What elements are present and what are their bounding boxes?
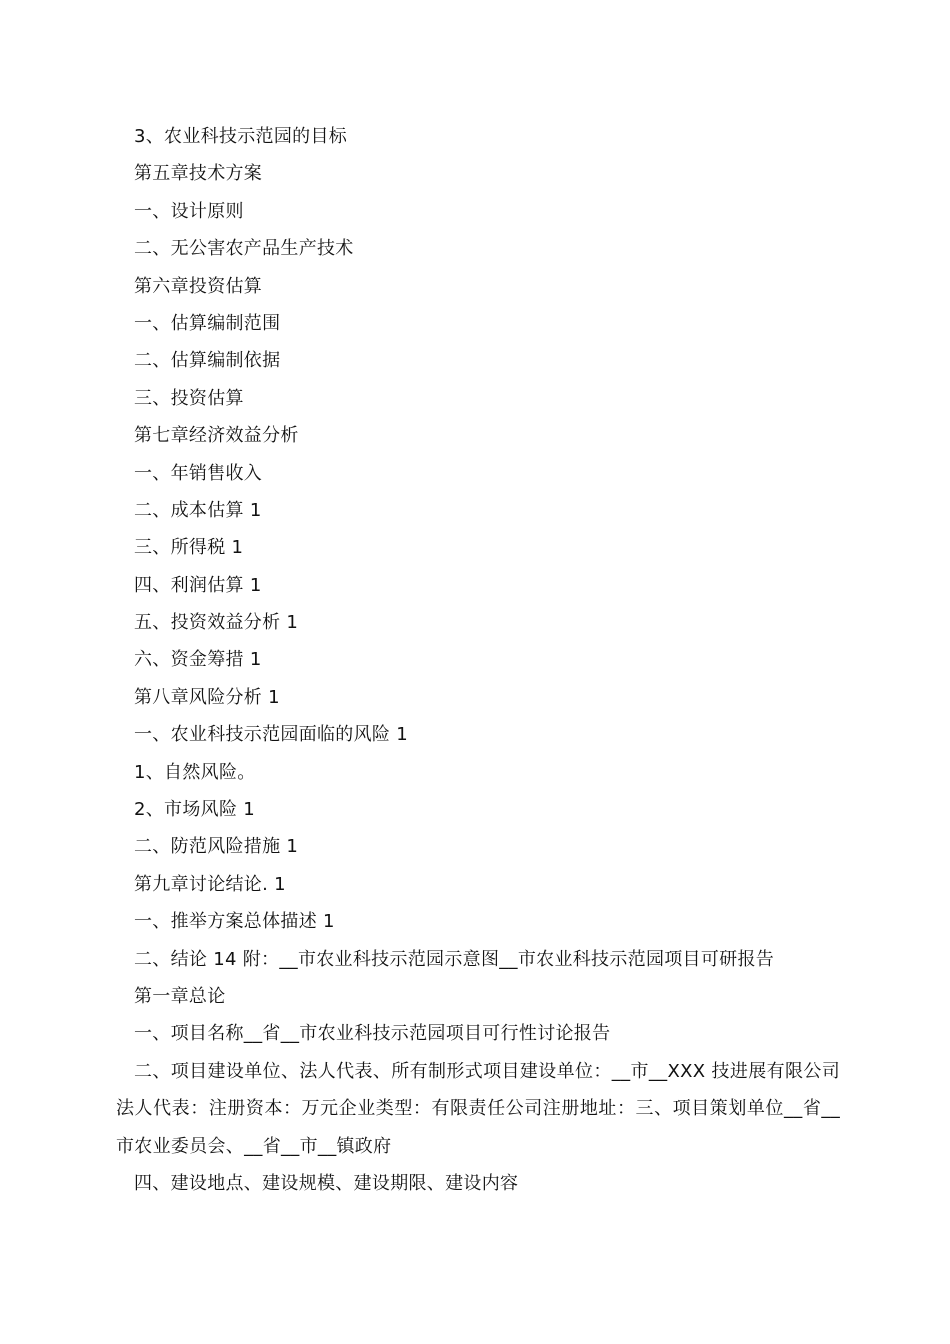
toc-line-4: 二、无公害农产品生产技术 <box>134 238 354 260</box>
toc-line-11: 二、成本估算 1 <box>134 499 262 521</box>
toc-line-8: 三、投资估算 <box>134 387 244 409</box>
toc-line-17: 一、农业科技示范园面临的风险 1 <box>134 724 408 746</box>
toc-line-23: 二、结论 14 附：__市农业科技示范园示意图__市农业科技示范园项目可研报告 <box>134 948 775 970</box>
toc-line-20: 二、防范风险措施 1 <box>134 836 299 858</box>
project-name-line: 一、项目名称__省__市农业科技示范园项目可行性讨论报告 <box>134 1023 611 1045</box>
toc-line-6: 一、估算编制范围 <box>134 312 281 334</box>
toc-line-18: 1、自然风险。 <box>134 761 256 783</box>
construction-info-line: 四、建设地点、建设规模、建设期限、建设内容 <box>134 1172 519 1194</box>
toc-line-15: 六、资金筹措 1 <box>134 649 262 671</box>
document-content <box>116 118 840 1202</box>
toc-line-10: 一、年销售收入 <box>134 462 263 484</box>
toc-line-22: 一、推举方案总体描述 1 <box>134 911 335 933</box>
chapter-1-heading: 第一章总论 <box>134 985 226 1007</box>
toc-line-14: 五、投资效益分析 1 <box>134 612 299 634</box>
toc-line-12: 三、所得税 1 <box>134 537 244 559</box>
toc-line-19: 2、市场风险 1 <box>134 799 256 821</box>
project-info-paragraph: 二、项目建设单位、法人代表、所有制形式项目建设单位：__市__XXX 技进展有限公司法人代表：注册资本：万元企业类型：有限责任公司注册地址：三、项目策划单位__省__市农业委员会、__省__市__镇政府 <box>116 1060 840 1157</box>
chapter-7-heading: 第七章经济效益分析 <box>134 425 299 447</box>
toc-line-7: 二、估算编制依据 <box>134 350 281 372</box>
toc-line-1: 3、农业科技示范园的目标 <box>134 126 348 147</box>
chapter-8-heading: 第八章风险分析 1 <box>134 686 280 708</box>
chapter-6-heading: 第六章投资估算 <box>134 275 263 297</box>
toc-line-13: 四、利润估算 1 <box>134 574 262 596</box>
chapter-9-heading: 第九章讨论结论. 1 <box>134 873 286 895</box>
chapter-5-heading: 第五章技术方案 <box>134 163 263 185</box>
toc-line-3: 一、设计原则 <box>134 200 244 222</box>
